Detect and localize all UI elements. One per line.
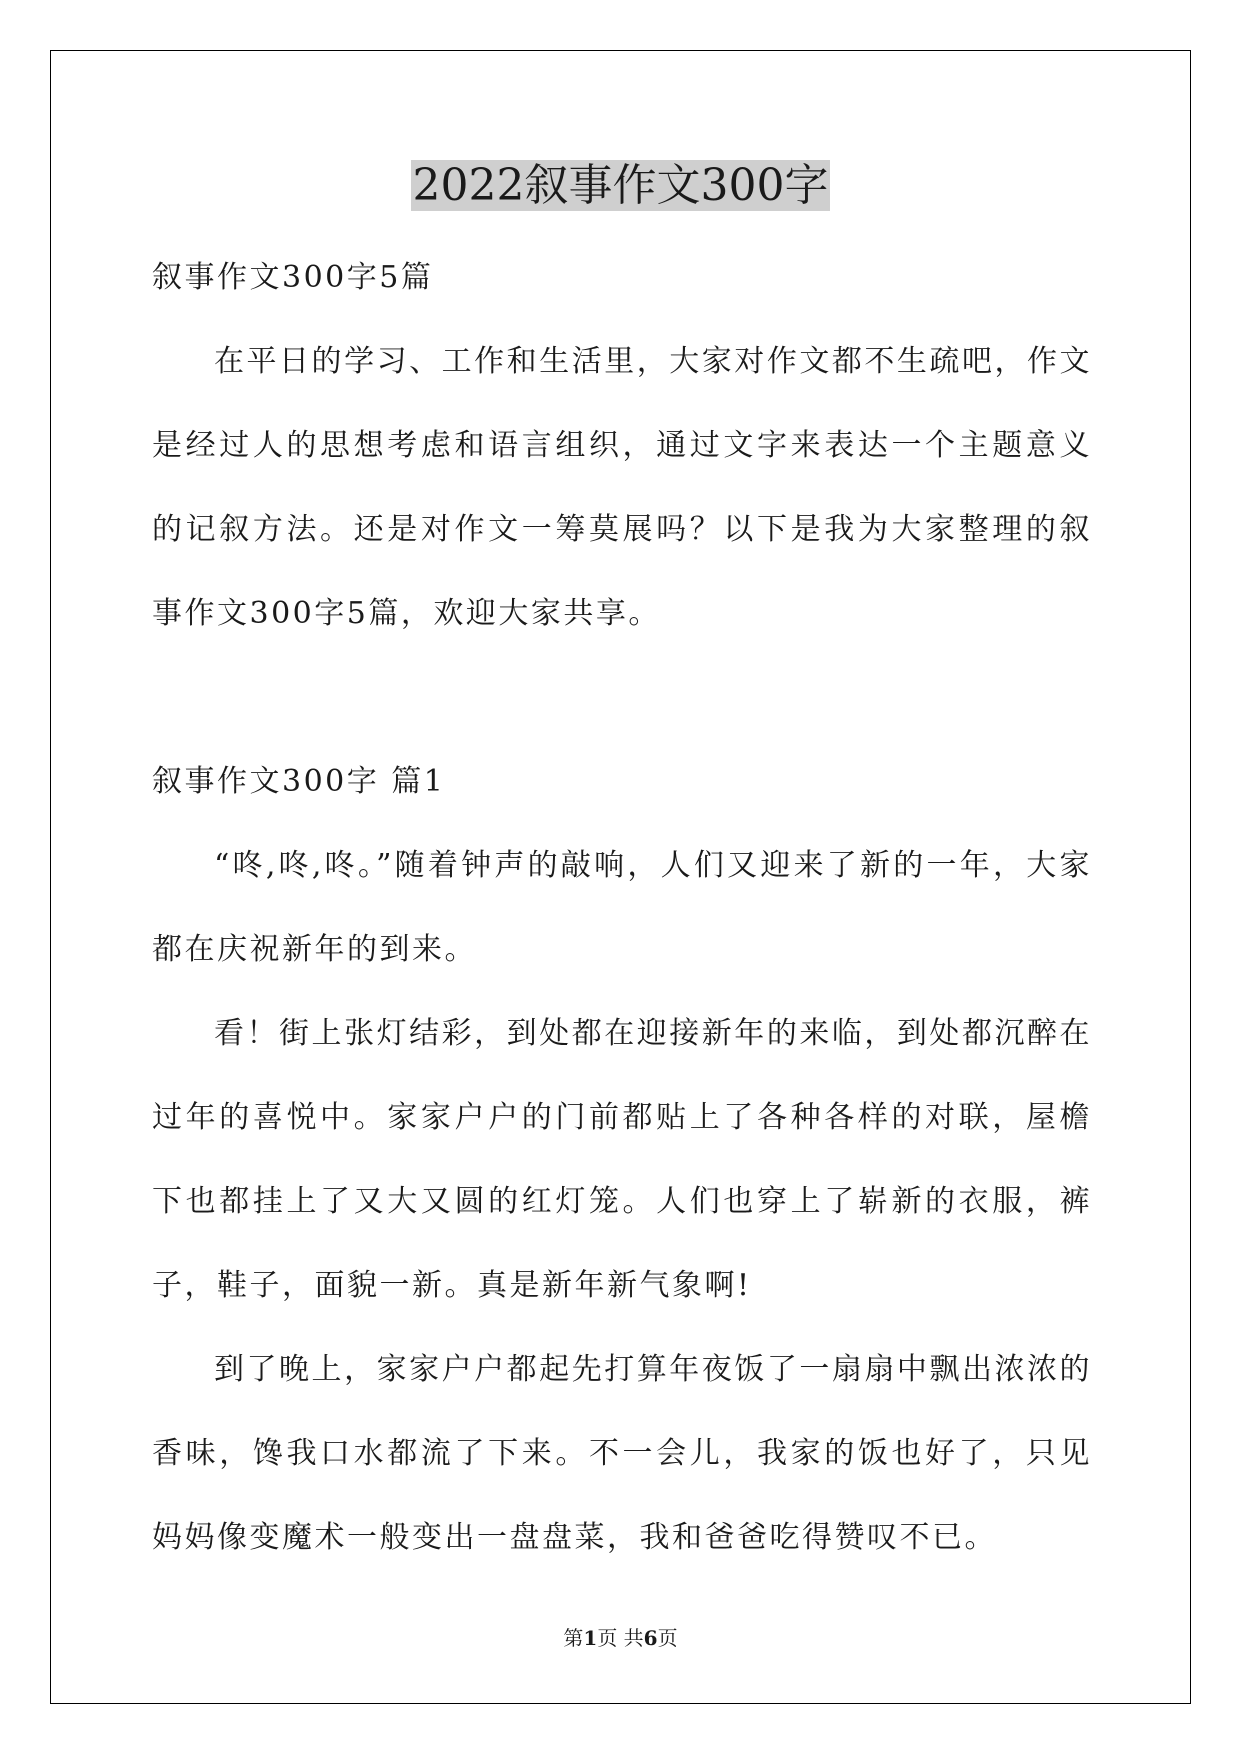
document-body (152, 236, 1092, 1580)
page-prefix: 第 (563, 1626, 584, 1650)
document-title-text: 2022叙事作文300字 (412, 160, 829, 211)
section-spacer (152, 656, 1092, 740)
page-mid: 页 共 (597, 1626, 644, 1650)
subtitle: 叙事作文300字5篇 (152, 260, 434, 295)
intro-paragraph: 在平日的学习、工作和生活里，大家对作文都不生疏吧，作文是经过人的思想考虑和语言组织，通过文字来表达一个主题意义的记叙方法。还是对作文一筹莫展吗？以下是我为大家整理的叙事作文300字5篇，欢迎大家共享。 (152, 344, 1092, 631)
document-title (0, 156, 1241, 216)
page-suffix: 页 (657, 1626, 678, 1650)
page-footer (0, 1624, 1241, 1652)
section-heading: 叙事作文300字 篇1 (152, 764, 446, 799)
body-paragraph: 到了晚上，家家户户都起先打算年夜饭了一扇扇中飘出浓浓的香味，馋我口水都流了下来。不一会儿，我家的饭也好了，只见妈妈像变魔术一般变出一盘盘菜，我和爸爸吃得赞叹不已。 (152, 1352, 1092, 1555)
body-paragraph: 看！街上张灯结彩，到处都在迎接新年的来临，到处都沉醉在过年的喜悦中。家家户户的门前都贴上了各种各样的对联，屋檐下也都挂上了又大又圆的红灯笼。人们也穿上了崭新的衣服，裤子，鞋子，面貌一新。真是新年新气象啊! (152, 1016, 1092, 1303)
page-current: 1 (583, 1626, 598, 1650)
body-paragraph: “咚,咚,咚。”随着钟声的敲响，人们又迎来了新的一年，大家都在庆祝新年的到来。 (152, 848, 1092, 967)
page-total: 6 (643, 1626, 658, 1650)
